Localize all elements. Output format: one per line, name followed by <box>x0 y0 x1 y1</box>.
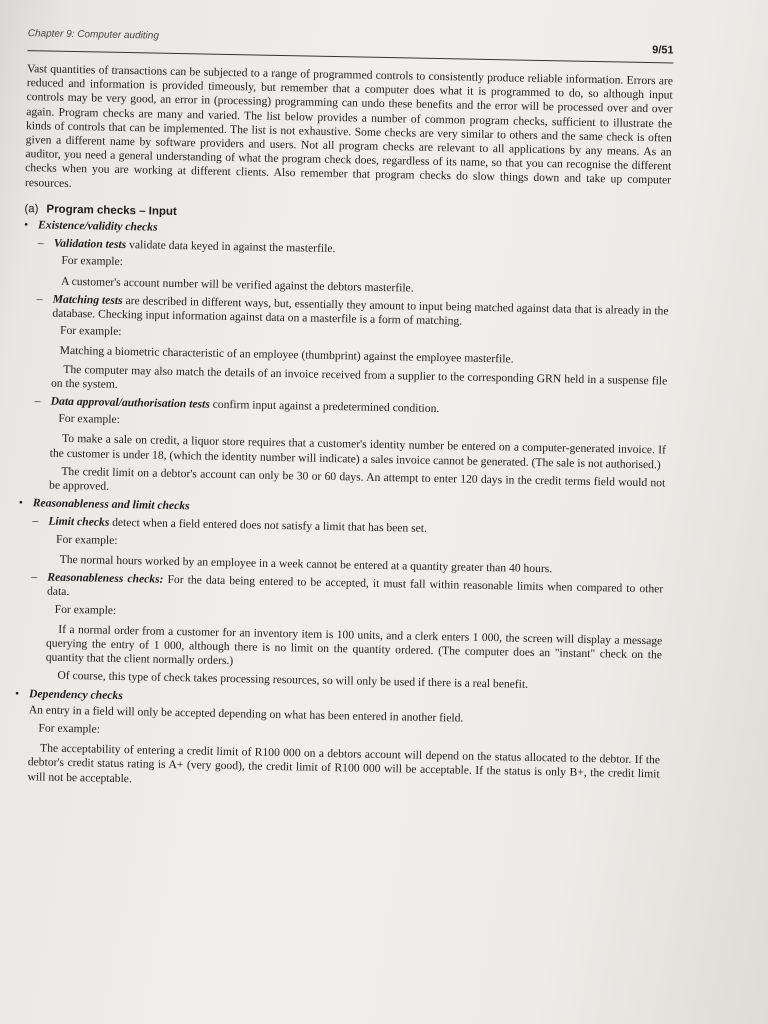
example-text: To make a sale on credit, a liquor store requires that a customer's identity number be entered on a computer-generated invoice. If the customer is under 18, (which the identity number will indicate) a sales invoice cannot be generated. (The sale is not authorised.) <box>49 432 667 472</box>
page-body <box>13 62 673 796</box>
term-text: confirm input against a predetermined condition. <box>209 397 440 416</box>
page-sheet <box>3 22 682 1024</box>
example-text: Of course, this type of check takes processing resources, so will only be used if there is a real benefit. <box>57 669 529 692</box>
chapter-title: Chapter 9: Computer auditing <box>27 28 160 42</box>
example-text: The computer may also match the details of an invoice received from a supplier to the corresponding GRN held in a suspense file on the system. <box>50 362 668 391</box>
section-title: Program checks – Input <box>46 203 177 218</box>
for-example: For example: <box>54 602 117 617</box>
for-example: For example: <box>59 324 122 339</box>
example-text: The credit limit on a debtor's account can only be 30 or 60 days. An attempt to enter 120 days in the credit terms field would not be approved. <box>48 464 666 493</box>
term: Validation tests <box>53 236 127 252</box>
term: Matching tests <box>52 292 123 307</box>
for-example: For example: <box>55 532 118 547</box>
example-text: A customer's account number will be verified against the debtors masterfile. <box>60 274 414 295</box>
bullet-title: Existence/validity checks <box>37 218 158 234</box>
term: Reasonableness checks: <box>47 570 164 586</box>
bullet-title: Dependency checks <box>28 686 123 702</box>
dependency-text: An entry in a field will only be accepted depending on what has been entered in another field. <box>28 702 464 725</box>
term: Data approval/authorisation tests <box>50 394 210 411</box>
for-example: For example: <box>58 412 121 427</box>
intro-paragraph: Vast quantities of transactions can be subjected to a range of programmed controls to consistently produce reliable information. Errors are reduced and information is provided timeously, but remember that a computer does what it is programmed to do, so although input controls may be very good, an error in (processing) programming can undo these benefits and the error will be processed over and over again. Program checks are many and varied. The list below provides a number of common program checks, sufficient to illustrate the kinds of controls that can be implemented. The list is not exhaustive. Some checks are very similar to others and the same check is often given a different name by software providers and users. Not all program checks are relevant to all applications by any means. As an auditor, you need a general understanding of what the program check does, regardless of its name, so that you can recognise the different checks when you are working at different clients. Also remember that program checks do slow things down and take up computer resources. <box>24 62 674 190</box>
example-text: The normal hours worked by an employee in a week cannot be entered at a quantity greater than 40 hours. <box>59 552 553 576</box>
for-example: For example: <box>61 254 124 269</box>
page-number: 9/51 <box>652 44 674 57</box>
example-text: Matching a biometric characteristic of an employee (thumbprint) against the employee masterfile. <box>59 344 514 366</box>
example-text: If a normal order from a customer for an inventory item is 100 units, and a clerk enters 1 000, the screen will display a message querying the entry of 1 000, although there is no limit on the quantity ordered. (The computer does an "instant" check on the quantity that the client normally orders.) <box>45 622 663 668</box>
term: Limit checks <box>48 515 110 530</box>
example-text: The acceptability of entering a credit limit of R100 000 on a debtors account will depend on the status allocated to the debtor. If the debtor's credit status rating is A+ (very good), the credit limit of R100 000 will be acceptable. If the status is only B+, the credit limit will not be acceptable. <box>27 741 661 785</box>
section-label: (a) <box>24 202 39 216</box>
for-example: For example: <box>38 721 101 736</box>
term-text: validate data keyed in against the masterfile. <box>126 238 336 256</box>
term-text: detect when a field entered does not satisfy a limit that has been set. <box>109 516 428 536</box>
term-text: are described in different ways, but, essentially they amount to input being matched against data that is already in the database. Checking input information against data on a masterfile is a form of matching. <box>52 293 669 328</box>
term-text: For the data being entered to be accepted, it must fall within reasonable limits when compared to other data. <box>46 572 664 599</box>
bullet-title: Reasonableness and limit checks <box>32 496 190 513</box>
page-header <box>27 22 673 63</box>
